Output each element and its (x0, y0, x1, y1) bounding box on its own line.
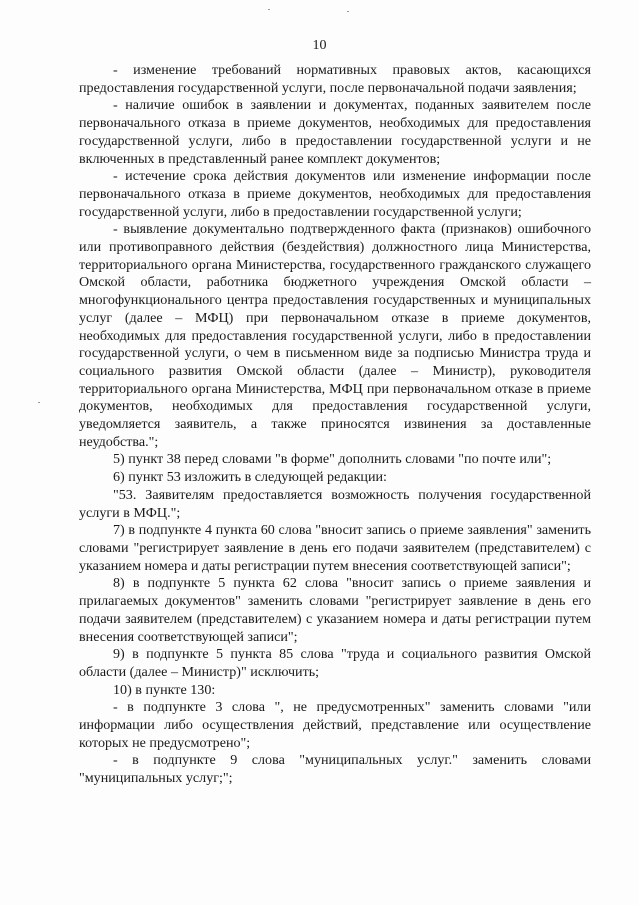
scan-artifact (268, 9, 270, 10)
document-body (79, 62, 591, 788)
paragraph: "53. Заявителям предоставляется возможность получения государственной услуги в МФЦ."; (79, 486, 591, 521)
paragraph: - истечение срока действия документов или изменение информации после первоначального отказа в приеме документов, необходимых для предоставления государственной услуги, либо в предоставлении государственной услуги; (79, 168, 591, 220)
paragraph: - выявление документально подтвержденного факта (признаков) ошибочного или противоправного действия (бездействия) должностного лица Министерства, территориального органа Министерства, государственного гражданского служащего Омской области, работника бюджетного учреждения Омской области – многофункционального центра предоставления государственных и муниципальных услуг (далее – МФЦ) при первоначальном отказе в приеме документов, необходимых для предоставления государственной услуги, либо в предоставлении государственной услуги, о чем в письменном виде за подписью Министра труда и социального развития Омской области (далее – Министр), руководителя территориального органа Министерства, МФЦ при первоначальном отказе в приеме документов, необходимых для предоставления государственной услуги, уведомляется заявитель, а также приносятся извинения за доставленные неудобства."; (79, 221, 591, 450)
paragraph: 8) в подпункте 5 пункта 62 слова "вносит запись о приеме заявления и прилагаемых документов" заменить словами "регистрирует заявление в день его подачи заявителем (представителем) с указанием номера и даты регистрации путем внесения соответствующей записи"; (79, 575, 591, 645)
paragraph: 10) в пункте 130: (113, 681, 216, 698)
paragraph: 6) пункт 53 изложить в следующей редакции: (113, 469, 387, 486)
paragraph: - изменение требований нормативных правовых актов, касающихся предоставления государственной услуги, после первоначальной подачи заявления; (79, 62, 591, 96)
paragraph: 5) пункт 38 перед словами "в форме" дополнить словами "по почте или"; (113, 451, 552, 468)
paragraph: 9) в подпункте 5 пункта 85 слова "труда и социального развития Омской области (далее – Министр)" исключить; (79, 646, 591, 680)
scan-artifact (347, 11, 349, 12)
paragraph: - в подпункте 9 слова "муниципальных услуг." заменить словами "муниципальных услуг;"; (79, 752, 591, 787)
paragraph: 7) в подпункте 4 пункта 60 слова "вносит запись о приеме заявления" заменить словами "регистрирует заявление в день его подачи заявителем (представителем) с указанием номера и даты регистрации путем внесения соответствующей записи"; (79, 522, 591, 574)
paragraph: - наличие ошибок в заявлении и документах, поданных заявителем после первоначального отказа в приеме документов, необходимых для предоставления государственной услуги, либо в предоставлении государственной услуги и не включенных в представленный ранее комплект документов; (79, 97, 591, 167)
paragraph: - в подпункте 3 слова ", не предусмотренных" заменить словами "или информации либо осуществления действий, представление или осуществление которых не предусмотрено"; (79, 699, 591, 751)
page-number: 10 (312, 38, 327, 53)
scan-artifact (38, 402, 40, 403)
